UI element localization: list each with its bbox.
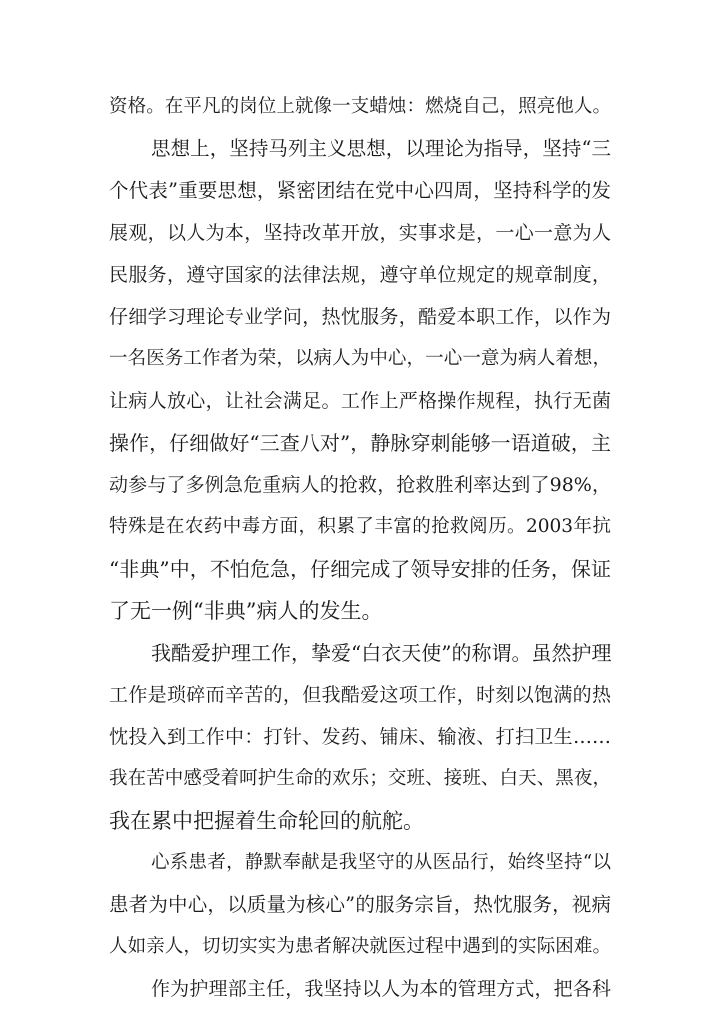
text-line: 思想上，坚持马列主义思想，以理论为指导，坚持“三 <box>151 137 611 160</box>
text-line: 民服务，遵守国家的法律法规，遵守单位规定的规章制度， <box>109 264 611 286</box>
text-line: “非典”中，不怕危急，仔细完成了领导安排的任务，保证 <box>109 557 611 581</box>
text-line: 了无一例“非典”病人的发生。 <box>109 599 383 623</box>
text-line: 忱投入到工作中：打针、发药、铺床、输液、打扫卫生…… <box>109 726 611 748</box>
text-line: 我在苦中感受着呵护生命的欢乐；交班、接班、白天、黑夜， <box>109 768 611 789</box>
text-line: 特殊是在农药中毒方面，积累了丰富的抢救阅历。2003年抗 <box>109 516 611 537</box>
text-line: 动参与了多例急危重病人的抢救，抢救胜利率达到了98%， <box>109 474 611 496</box>
document-body <box>109 86 611 1010</box>
text-line: 仔细学习理论专业学问，热忱服务，酷爱本职工作，以作为 <box>109 306 611 328</box>
text-line: 工作是琐碎而辛苦的，但我酷爱这项工作，时刻以饱满的热 <box>109 684 611 706</box>
text-line: 心系患者，静默奉献是我坚守的从医品行，始终坚持“以 <box>151 852 611 873</box>
text-line: 让病人放心，让社会满足。工作上严格操作规程，执行无菌 <box>109 390 611 412</box>
text-line: 我在累中把握着生命轮回的航舵。 <box>109 809 424 833</box>
text-line: 人如亲人，切切实实为患者解决就医过程中遇到的实际困难。 <box>109 936 611 957</box>
text-line: 患者为中心，以质量为核心”的服务宗旨，热忱服务，视病 <box>109 893 611 916</box>
text-line: 我酷爱护理工作，挚爱“白衣天使”的称谓。虽然护理 <box>151 641 612 665</box>
text-line: 操作，仔细做好“三查八对”，静脉穿刺能够一语道破，主 <box>109 431 611 455</box>
text-line: 作为护理部主任，我坚持以人为本的管理方式，把各科 <box>151 978 611 1000</box>
text-line: 一名医务工作者为荣，以病人为中心，一心一意为病人着想， <box>109 348 611 369</box>
text-line: 个代表”重要思想，紧密团结在党中心四周，坚持科学的发 <box>109 179 611 202</box>
text-line: 资格。在平凡的岗位上就像一支蜡烛：燃烧自己，照亮他人。 <box>109 96 611 117</box>
text-line: 展观，以人为本，坚持改革开放，实事求是，一心一意为人 <box>109 222 611 244</box>
